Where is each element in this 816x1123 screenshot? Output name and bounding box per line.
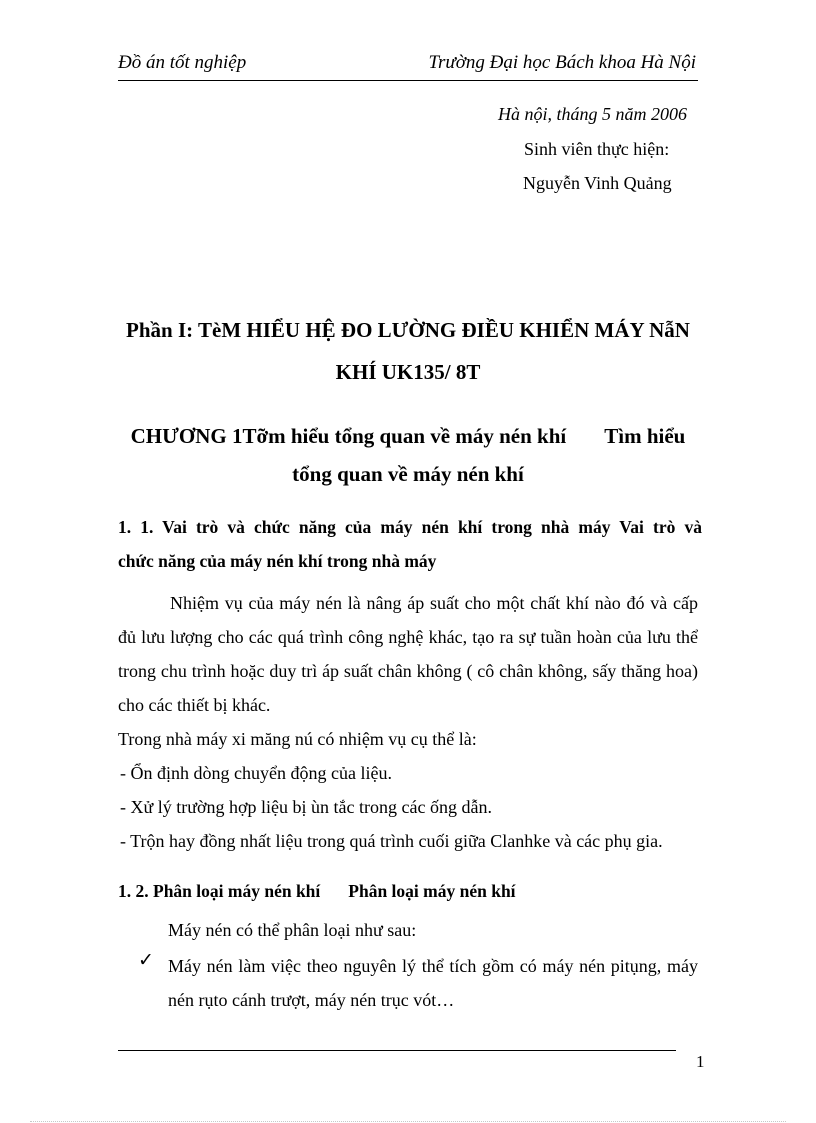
signature-date: Hà nội, tháng 5 năm 2006 (498, 104, 687, 124)
chapter-title-line1 (118, 424, 698, 449)
list-item: - Xử lý trường hợp liệu bị ùn tắc trong các ống dẫn. (120, 797, 492, 817)
footer-divider (118, 1050, 676, 1051)
header-university-label: Trường Đại học Bách khoa Hà Nội (428, 52, 696, 73)
section-1-heading-line2: chức năng của máy nén khí trong nhà máy (118, 551, 437, 571)
header-thesis-label: Đồ án tốt nghiệp (118, 52, 247, 73)
section-2-heading-main: 1. 2. Phân loại máy nén khí (118, 881, 321, 901)
list-item: - Trộn hay đồng nhất liệu trong quá trình cuối giữa Clanhke và các phụ gia. (120, 831, 663, 851)
section-1-heading-line1: 1. 1. Vai trò và chức năng của máy nén khí trong nhà máy Vai trò và (118, 517, 702, 537)
section-1-paragraph: Nhiệm vụ của máy nén là nâng áp suất cho một chất khí nào đó và cấp đủ lưu lượng cho các quá trình công nghệ khác, tạo ra sự tuần hoàn của lưu thể trong chu trình hoặc duy trì áp suất chân không ( cô chân không, sấy thăng hoa) cho các thiết bị khác. (118, 593, 698, 715)
page-bottom-dotted-divider (30, 1121, 786, 1122)
section-1-list-intro: Trong nhà máy xi măng nú có nhiệm vụ cụ thể là: (118, 729, 477, 749)
chapter-title-duplicate: Tìm hiểu (604, 424, 686, 448)
list-item: - Ổn định dòng chuyển động của liệu. (120, 763, 392, 783)
section-2-intro: Máy nén có thể phân loại như sau: (168, 920, 417, 940)
chapter-title-line2: tổng quan về máy nén khí (292, 462, 524, 486)
chapter-title-main: CHƯƠNG 1Tỡm hiểu tổng quan về máy nén khí (130, 424, 567, 448)
section-2-heading (118, 881, 698, 902)
signature-name: Nguyễn Vinh Quảng (523, 173, 672, 193)
section-2-check-item: Máy nén làm việc theo nguyên lý thể tích gồm có máy nén pitụng, máy nén rụto cánh trượt, máy nén trục vót… (168, 956, 698, 1010)
signature-role: Sinh viên thực hiện: (524, 139, 670, 159)
checkmark-icon: ✓ (138, 950, 154, 971)
page-header (118, 50, 698, 81)
part-title-line2: KHÍ UK135/ 8T (335, 360, 481, 384)
part-title-line1: Phần I: TèM HIỂU HỆ ĐO LƯỜNG ĐIỀU KHIỂN MÁY NẫN (126, 318, 690, 342)
section-2-heading-duplicate: Phân loại máy nén khí (348, 881, 516, 901)
page-number: 1 (696, 1052, 705, 1071)
